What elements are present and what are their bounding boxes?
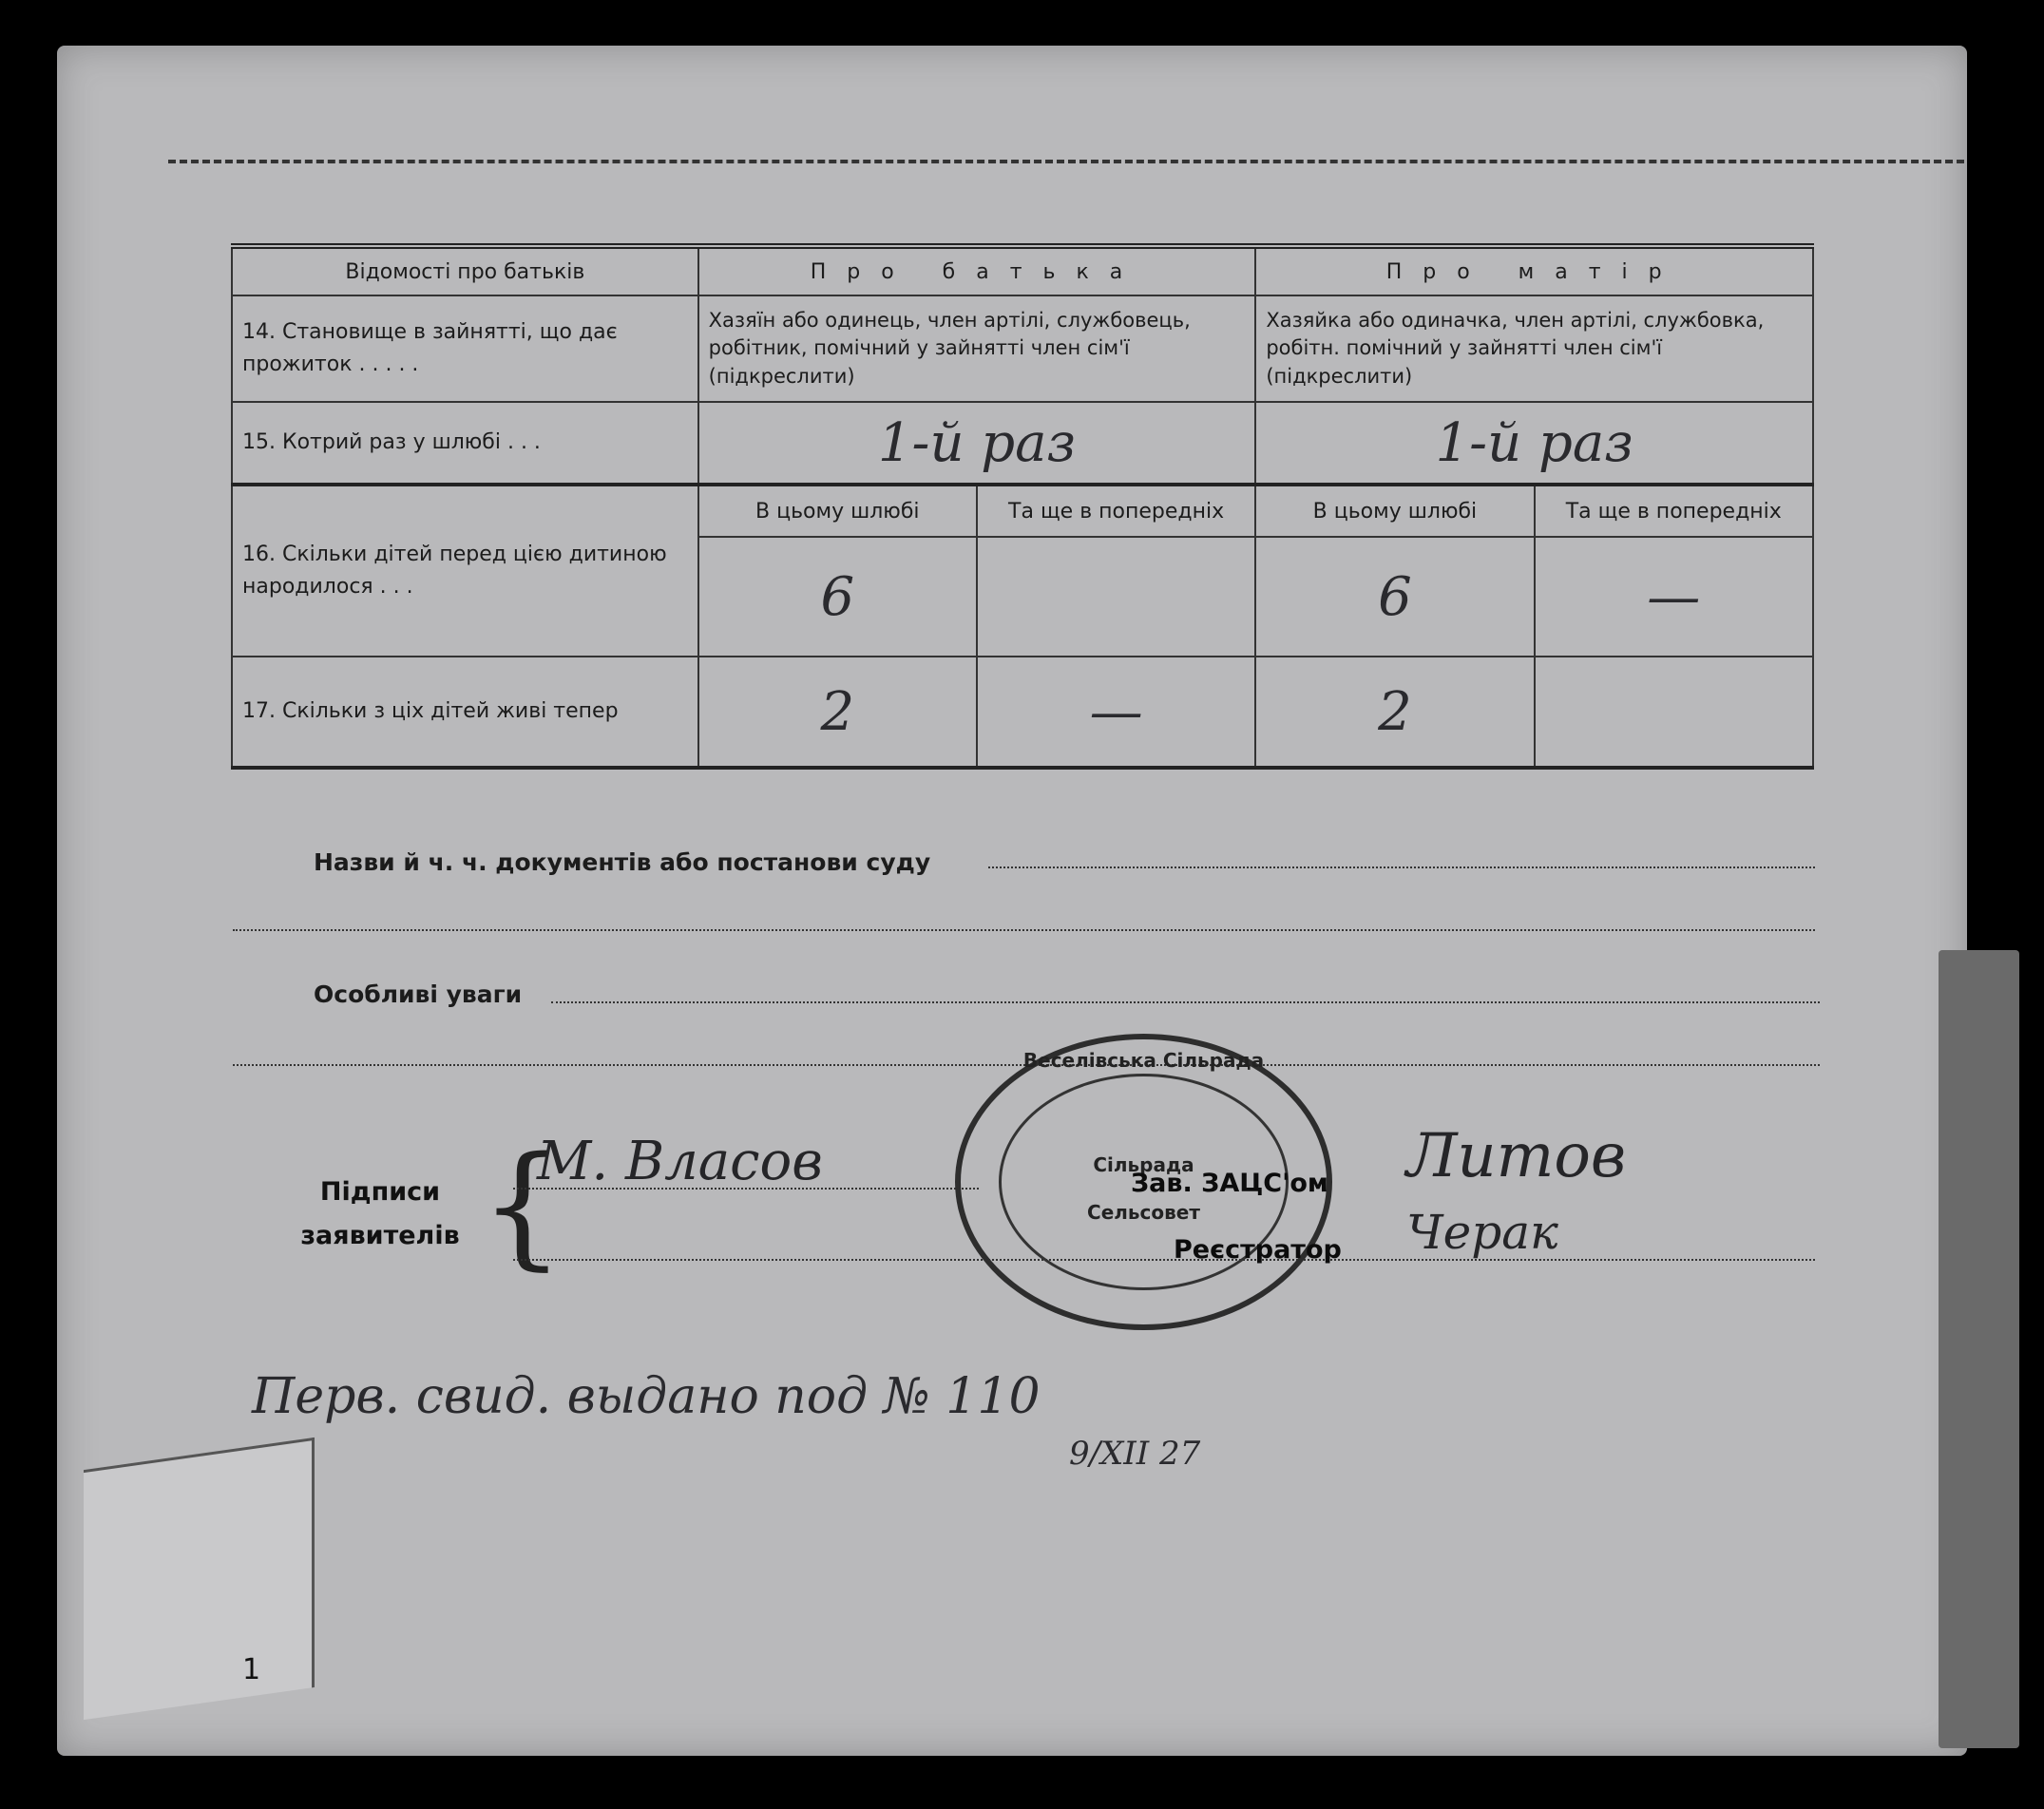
- signatures-label: [285, 1171, 475, 1258]
- folded-corner: [84, 1438, 315, 1720]
- header-parents-info: Відомості про батьків: [232, 246, 698, 295]
- q14-label: 14. Становище в зайнятті, що дає прожиток . . . . .: [232, 295, 698, 402]
- q16-mother-prev: —: [1535, 537, 1813, 657]
- official-registrar-label: Реєстратор: [1174, 1235, 1342, 1265]
- signatures-label-line1: Підписи: [319, 1177, 441, 1207]
- documents-line-2: [233, 929, 1815, 931]
- underlying-page-edge: [1939, 950, 2019, 1748]
- signatures-label-line2: заявителів: [300, 1220, 460, 1250]
- header-father: Про батька: [698, 246, 1256, 295]
- q16-label: 16. Скільки дітей перед цією дитиною народилося . . .: [232, 485, 698, 657]
- tear-line: [168, 160, 1964, 163]
- handwritten-note-line2: 9/XII 27: [1069, 1435, 1201, 1473]
- q17-mother-prev: [1535, 657, 1813, 768]
- q15-father-value: 1-й раз: [698, 402, 1256, 485]
- stamp-text-top: Веселівська Сільрада: [1022, 1049, 1265, 1072]
- q17-father-prev: —: [977, 657, 1255, 768]
- header-mother: Про матір: [1255, 246, 1813, 295]
- subheader-mother-this: В цьому шлюбі: [1255, 485, 1534, 537]
- q17-father-this: 2: [698, 657, 977, 768]
- handwritten-note-line1: Перв. свид. выдано под № 110: [252, 1368, 1041, 1425]
- q16-father-this: 6: [698, 537, 977, 657]
- q16-mother-this: 6: [1255, 537, 1534, 657]
- stamp-text-center: Сільрада: [1093, 1153, 1194, 1176]
- q14-father-note: Хазяїн або одинець, член артілі, службовець, робітник, помічний у зайнятті член сім'ї (підкреслити): [698, 295, 1256, 402]
- subheader-mother-prev: Та ще в попередніх: [1535, 485, 1813, 537]
- head-signature: Литов: [1406, 1121, 1627, 1191]
- stamp-text-bottom: Сельсовет: [1087, 1201, 1200, 1224]
- table-row: [232, 402, 1813, 485]
- q15-label: 15. Котрий раз у шлюбі . . .: [232, 402, 698, 485]
- remarks-line: [551, 1001, 1820, 1003]
- q15-mother-value: 1-й раз: [1255, 402, 1813, 485]
- official-head-label: Зав. ЗАЦС'ом: [1131, 1169, 1328, 1198]
- signature-brace: {: [480, 1129, 565, 1284]
- table-header-row: [232, 246, 1813, 295]
- parents-info-table: [231, 243, 1814, 770]
- remarks-label: Особливі уваги: [314, 981, 523, 1008]
- table-row: [232, 657, 1813, 768]
- applicant-signature: М. Власов: [537, 1131, 823, 1192]
- q17-mother-this: 2: [1255, 657, 1534, 768]
- registrar-signature: Черак: [1406, 1205, 1558, 1260]
- q14-mother-note: Хазяйка або одиначка, член артілі, службовка, робітн. помічний у зайнятті член сім'ї (підкреслити): [1255, 295, 1813, 402]
- documents-line: [988, 866, 1815, 868]
- q16-father-prev: [977, 537, 1255, 657]
- q17-label: 17. Скільки з ціх дітей живі тепер: [232, 657, 698, 768]
- subheader-father-this: В цьому шлюбі: [698, 485, 977, 537]
- table-subheader-row: [232, 485, 1813, 537]
- documents-label: Назви й ч. ч. документів або постанови суду: [314, 848, 931, 876]
- table-row: [232, 295, 1813, 402]
- subheader-father-prev: Та ще в попередніх: [977, 485, 1255, 537]
- page-number: 1: [242, 1653, 261, 1686]
